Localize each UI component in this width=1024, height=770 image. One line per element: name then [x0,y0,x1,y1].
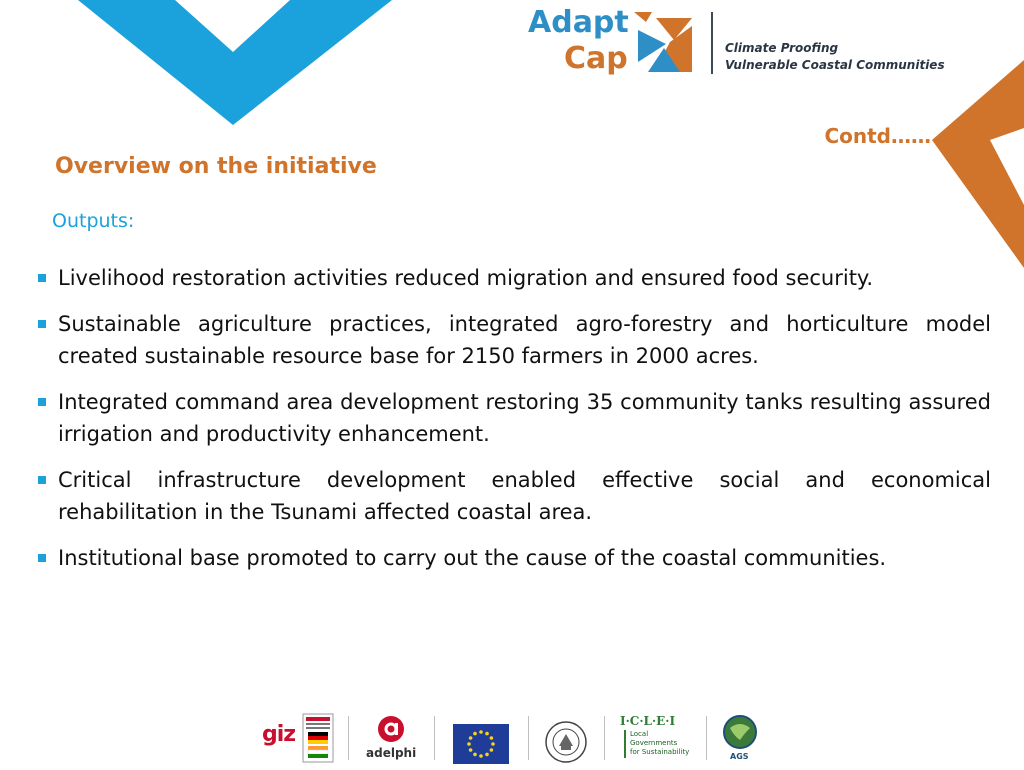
tagline-line-2: Vulnerable Coastal Communities [725,58,945,72]
footer-separator [528,716,529,760]
tagline-line-1: Climate Proofing [725,41,839,55]
footer-separator [348,716,349,760]
adelphi-logo [360,712,420,764]
iclei-line-3: for Sustainability [630,748,690,756]
bullet-item [36,262,991,294]
square-bullet-icon [38,274,46,282]
bullet-text: Critical infrastructure development enabled effective social and economical rehabilitation in the Tsunami affected coastal area. [58,468,991,524]
iclei-line-2: Governments [630,739,678,747]
bullet-text: Institutional base promoted to carry out the cause of the coastal communities. [58,546,887,570]
bullet-text: Integrated command area development restoring 35 community tanks resulting assured irrigation and productivity enhancement. [58,390,991,446]
iclei-name: I·C·L·E·I [620,714,676,728]
partner-logos-footer [262,712,762,764]
adaptcap-logo [528,6,958,86]
bullet-item [36,386,991,450]
blue-chevron [78,0,392,125]
giz-logo-text: giz [262,722,296,747]
slide-title: Overview on the initiative [55,154,377,179]
adaptcap-mark-icon [634,8,694,74]
slide-subtitle: Outputs: [52,210,135,232]
logo-divider [711,12,713,74]
orange-chevron [932,60,1024,268]
footer-separator [434,716,435,760]
iclei-line-1: Local [630,730,649,738]
bullet-item [36,542,991,574]
eu-flag-icon [453,718,509,770]
square-bullet-icon [38,476,46,484]
bullet-list [36,262,991,588]
bullet-item [36,308,991,372]
bullet-item [36,464,991,528]
ags-logo-text: AGS [730,752,749,761]
bullet-text: Livelihood restoration activities reduced migration and ensured food security. [58,266,874,290]
iclei-logo [618,712,690,764]
logo-word-cap: Cap [564,41,628,76]
footer-separator [706,716,707,760]
adelphi-logo-text: adelphi [366,746,417,760]
square-bullet-icon [38,320,46,328]
adelphi-a-icon [376,714,406,744]
ags-globe-icon [722,714,758,750]
square-bullet-icon [38,554,46,562]
iclei-bracket [624,730,626,758]
logo-word-adapt: Adapt [528,5,629,40]
contd-label: Contd…… [824,124,931,148]
footer-separator [604,716,605,760]
organization-seal-icon [544,716,588,768]
ags-logo [720,712,760,764]
indo-german-cooperation-emblem-icon [302,712,334,764]
bullet-text: Sustainable agriculture practices, integrated agro-forestry and horticulture model created sustainable resource base for 2150 farmers in 2000 acres. [58,312,991,368]
square-bullet-icon [38,398,46,406]
giz-logo [262,712,300,764]
